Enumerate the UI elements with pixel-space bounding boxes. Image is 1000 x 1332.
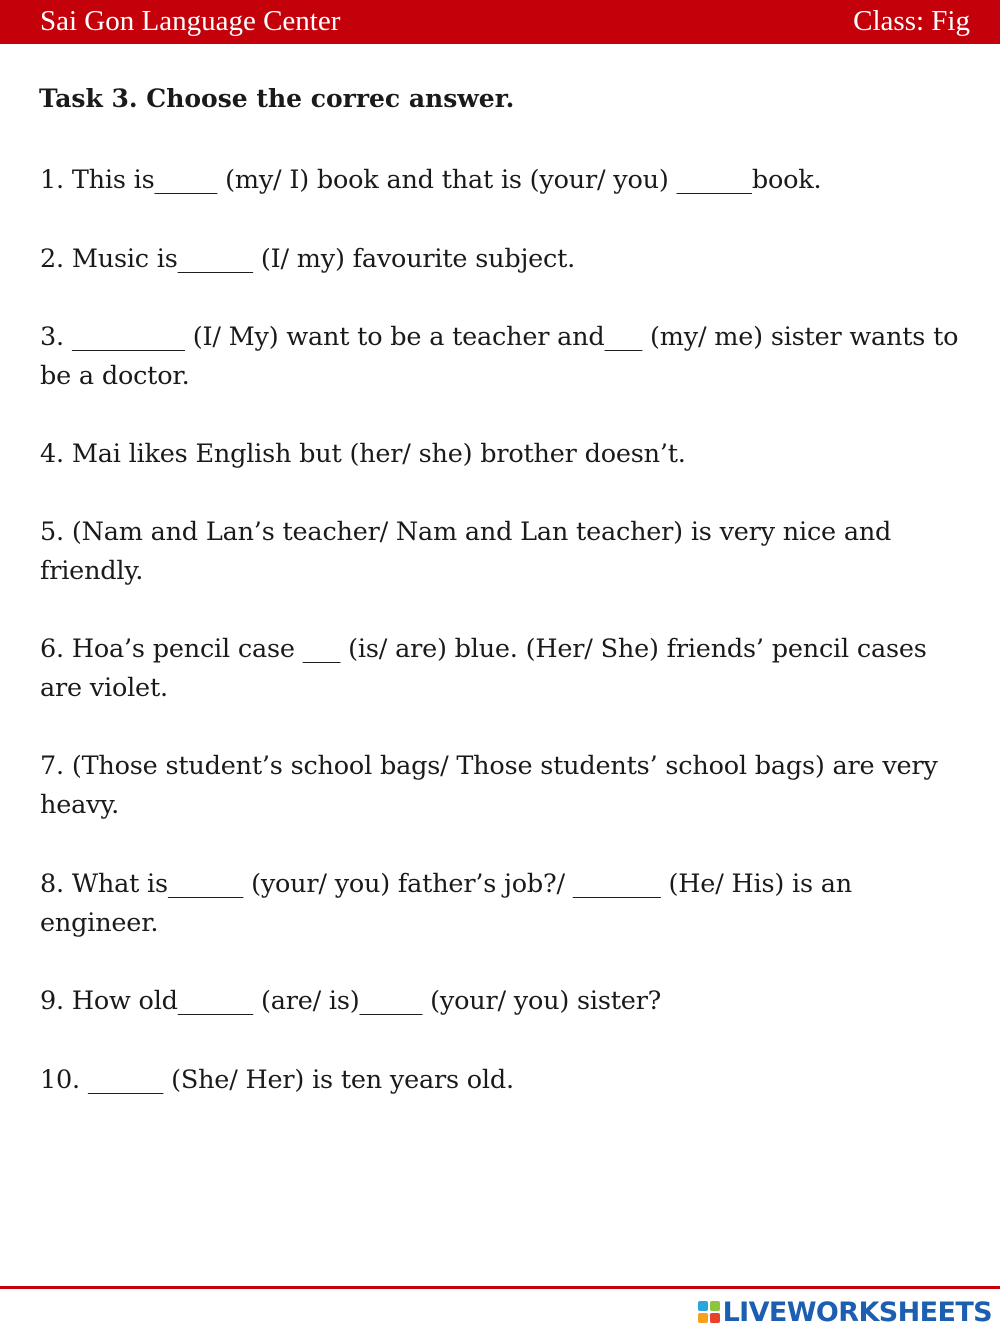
footer-divider <box>0 1286 1000 1289</box>
question-10: 10. ______ (She/ Her) is ten years old. <box>40 1065 514 1095</box>
question-6: 6. Hoa’s pencil case ___ (is/ are) blue. (Her/ She) friends’ pencil cases are violet. <box>40 634 935 703</box>
question-5: 5. (Nam and Lan’s teacher/ Nam and Lan teacher) is very nice and friendly. <box>40 517 900 586</box>
question-1: 1. This is_____ (my/ I) book and that is (your/ you) ______book. <box>40 165 822 195</box>
class-label: Class: Fig <box>853 5 970 37</box>
liveworksheets-brand[interactable] <box>698 1297 992 1327</box>
question-3: 3. _________ (I/ My) want to be a teacher and___ (my/ me) sister wants to be a doctor. <box>40 322 967 391</box>
question-4: 4. Mai likes English but (her/ she) brother doesn’t. <box>40 439 686 469</box>
liveworksheets-logo-icon <box>698 1301 720 1323</box>
center-name: Sai Gon Language Center <box>40 5 341 37</box>
question-8: 8. What is______ (your/ you) father’s job?/ _______ (He/ His) is an engineer. <box>40 869 860 938</box>
logo-square-2 <box>710 1301 720 1311</box>
header-bar <box>0 0 1000 44</box>
question-9: 9. How old______ (are/ is)_____ (your/ you) sister? <box>40 986 662 1016</box>
brand-name: LIVEWORKSHEETS <box>722 1296 992 1328</box>
logo-square-1 <box>698 1301 708 1311</box>
task-title: Task 3. Choose the correc answer. <box>39 84 515 113</box>
question-7: 7. (Those student’s school bags/ Those students’ school bags) are very heavy. <box>40 751 946 820</box>
logo-square-4 <box>710 1313 720 1323</box>
question-2: 2. Music is______ (I/ my) favourite subject. <box>40 244 576 274</box>
logo-square-3 <box>698 1313 708 1323</box>
